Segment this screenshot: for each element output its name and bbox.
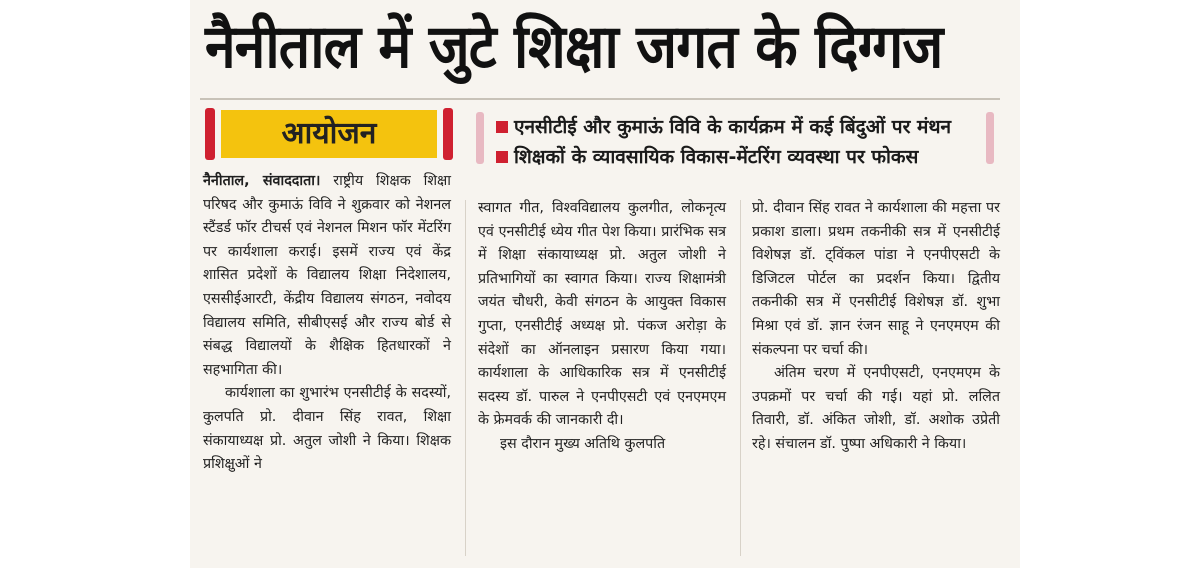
kicker-right-bar	[443, 108, 453, 160]
article-column-1	[203, 170, 451, 477]
column-1-paragraph-2: कार्यशाला का शुभारंभ एनसीटीई के सदस्यों, कुलपति प्रो. दीवान सिंह रावत, शिक्षा संकायाध्यक्ष प्रो. अतुल जोशी ने किया। शिक्षक प्रशिक्षुओं ने	[203, 385, 451, 473]
highlight-item: एनसीटीई और कुमाऊं विवि के कार्यक्रम में कई बिंदुओं पर मंथन	[494, 112, 982, 142]
kicker-left-bar	[205, 108, 215, 160]
kicker-label: आयोजन	[221, 110, 437, 158]
headline-rule	[200, 98, 1000, 100]
highlights-left-bar	[476, 112, 484, 164]
column-divider	[465, 200, 466, 556]
kicker-box	[205, 108, 453, 160]
article-column-3	[752, 197, 1000, 457]
column-1-paragraph-1	[203, 170, 451, 382]
column-divider	[740, 200, 741, 556]
article-column-2	[478, 197, 726, 457]
column-2-paragraph-1: स्वागत गीत, विश्वविद्यालय कुलगीत, लोकनृत्य एवं एनसीटीई ध्येय गीत पेश किया। प्रारंभिक सत्र में शिक्षा संकायाध्यक्ष प्रो. अतुल जोशी ने प्रतिभागियों का स्वागत किया। राज्य शिक्षामंत्री जयंत चौधरी, केवी संगठन के आयुक्त विकास गुप्ता, एनसीटीई अध्यक्ष प्रो. पंकज अरोड़ा के संदेशों का ऑनलाइन प्रसारण किया गया। कार्यशाला के आधिकारिक सत्र में एनसीटीई सदस्य डॉ. पारुल ने एनपीएसटी एवं एनएमएम के फ्रेमवर्क की जानकारी दी।	[478, 200, 726, 429]
headline: नैनीताल में जुटे शिक्षा जगत के दिग्गज	[205, 12, 943, 82]
column-3-paragraph-1: प्रो. दीवान सिंह रावत ने कार्यशाला की महत्ता पर प्रकाश डाला। प्रथम तकनीकी सत्र में एनसीटीई विशेषज्ञ डॉ. ट्विंकल पांडा ने एनपीएसटी के डिजिटल पोर्टल का प्रदर्शन किया। द्वितीय तकनीकी सत्र में एनसीटीई विशेषज्ञ डॉ. शुभा मिश्रा एवं डॉ. ज्ञान रंजन साहू ने एनएमएम की संकल्पना पर चर्चा की।	[752, 200, 1000, 358]
highlights-right-bar	[986, 112, 994, 164]
dateline: नैनीताल, संवाददाता।	[203, 173, 321, 189]
highlights	[494, 112, 982, 172]
column-1-text-1: राष्ट्रीय शिक्षक शिक्षा परिषद और कुमाऊं विवि ने शुक्रवार को नेशनल स्टैंडर्ड फॉर टीचर्स एवं नेशनल मिशन फॉर मेंटरिंग पर कार्यशाला कराई। इसमें राज्य एवं केंद्र शासित प्रदेशों के विद्यालय शिक्षा निदेशालय, एससीईआरटी, केंद्रीय विद्यालय संगठन, नवोदय विद्यालय समिति, सीबीएसई और राज्य बोर्ड से संबद्ध विद्यालयों के शैक्षिक हितधारकों ने सहभागिता की।	[203, 173, 451, 378]
column-2-paragraph-2: इस दौरान मुख्य अतिथि कुलपति	[500, 435, 666, 452]
highlight-item: शिक्षकों के व्यावसायिक विकास-मेंटरिंग व्यवस्था पर फोकस	[494, 142, 982, 172]
column-3-paragraph-2: अंतिम चरण में एनपीएसटी, एनएमएम के उपक्रमों पर चर्चा की गई। यहां प्रो. ललित तिवारी, डॉ. अंकित जोशी, डॉ. अशोक उप्रेती रहे। संचालन डॉ. पुष्पा अधिकारी ने किया।	[752, 365, 1000, 452]
